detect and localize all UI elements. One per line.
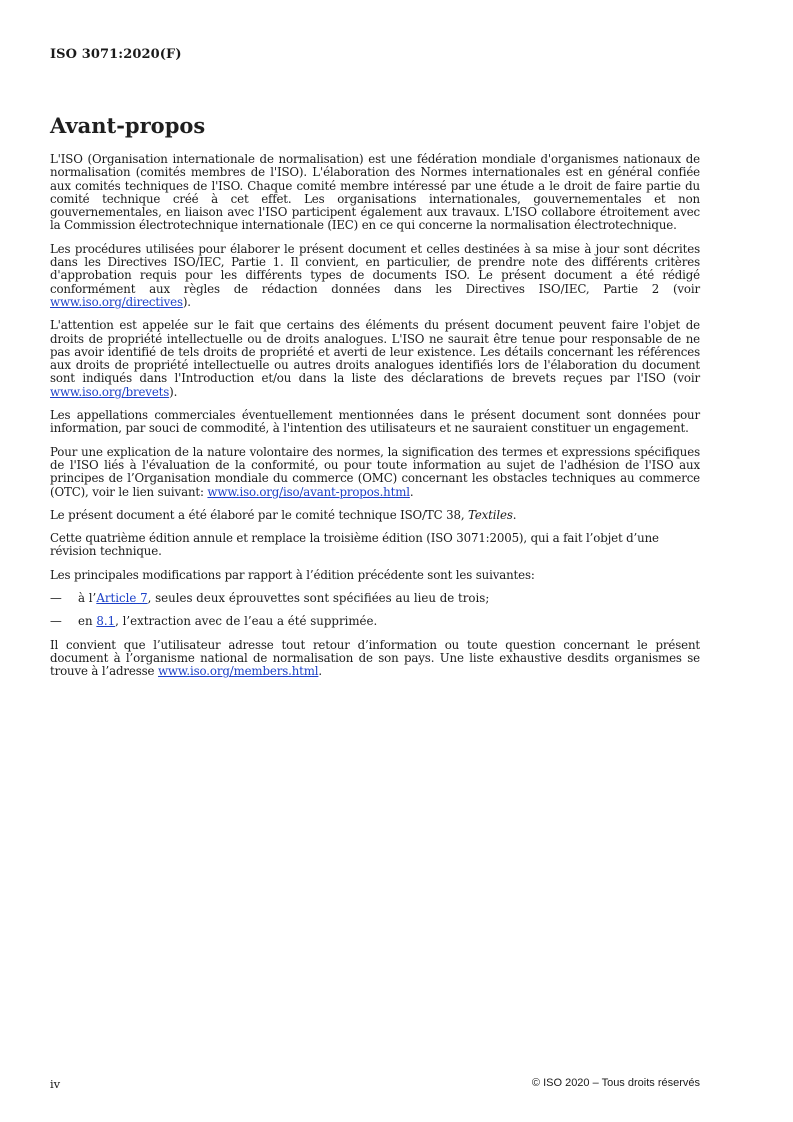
members-link[interactable]: www.iso.org/members.html [157, 664, 319, 679]
paragraph-end: . [512, 507, 517, 522]
paragraph-iso-organisation: L'ISO (Organisation internationale de normalisation) est une fédération mondiale d'organismes nationaux de normalisation (comités membres de l'ISO). L'élaboration des Normes internationales est en général confiée aux comités techniques de l'ISO. Chaque comité membre intéressé par une étude a le droit de faire partie du comité technique créé à cet effet. Les organisations internationales, gouvernementales et non gouvernementales, en liaison avec l'ISO participent également aux travaux. L'ISO collabore étroitement avec la Commission électrotechnique internationale (IEC) en ce qui concerne la normalisation électrotechnique. [50, 152, 700, 233]
document-id: ISO 3071:2020(F) [50, 47, 182, 62]
paragraph-voluntary-nature [50, 446, 700, 499]
paragraph-trade-names: Les appellations commerciales éventuellement mentionnées dans le présent document sont données pour information, par souci de commodité, à l'intention des utilisateurs et ne sauraient constituer un engagement. [50, 408, 700, 436]
paragraph-committee [50, 509, 700, 522]
list-item-text [78, 592, 489, 605]
list-item [50, 592, 700, 605]
list-item-suffix: , seules deux éprouvettes sont spécifiées au lieu de trois; [147, 591, 490, 606]
dash-bullet: — [50, 591, 62, 606]
clause-8-1-link[interactable]: 8.1 [96, 614, 116, 629]
patents-link[interactable]: www.iso.org/brevets [50, 384, 170, 399]
list-item-text [78, 615, 377, 628]
paragraph-text: Il convient que l’utilisateur adresse tout retour d’information ou toute question concernant le présent document à l’organisme national de normalisation de son pays. Une liste exhaustive desdits organismes se trouve à l’adresse [50, 637, 700, 679]
foreword-body [50, 153, 700, 689]
list-item-prefix: à l’ [78, 591, 97, 606]
page-title: Avant-propos [50, 113, 206, 138]
paragraph-procedures [50, 243, 700, 309]
foreword-info-link[interactable]: www.iso.org/iso/avant-propos.html [207, 484, 410, 499]
paragraph-text: Pour une explication de la nature volontaire des normes, la signification des termes et expressions spécifiques de l'ISO liés à l'évaluation de la conformité, ou pour toute information au sujet de l'adhésion de l'ISO aux principes de l’Organisation mondiale du commerce (OMC) concernant les obstacles techniques au commerce (OTC), voir le lien suivant: [50, 444, 700, 499]
paragraph-text: L'attention est appelée sur le fait que certains des éléments du présent document peuvent faire l'objet de droits de propriété intellectuelle ou de droits analogues. L'ISO ne saurait être tenue pour responsable de ne pas avoir identifié de tels droits de propriété et averti de leur existence. Les détails concernant les références aux droits de propriété intellectuelle ou autres droits analogues identifiés lors de l'élaboration du document sont indiqués dans l'Introduction et/ou dans la liste des déclarations de brevets reçues par l'ISO (voir [50, 318, 700, 386]
list-item-prefix: en [78, 614, 97, 629]
paragraph-end: . [409, 484, 414, 499]
paragraph-end: . [318, 664, 323, 679]
list-item [50, 615, 700, 628]
dash-bullet: — [50, 614, 62, 629]
paragraph-text: Les procédures utilisées pour élaborer le présent document et celles destinées à sa mise à jour sont décrites dans les Directives ISO/IEC, Partie 1. Il convient, en particulier, de prendre note des différents critères d'approbation requis pour les différents types de documents ISO. Le présent document a été rédigé conformément aux règles de rédaction données dans les Directives ISO/IEC, Partie 2 (voir [50, 241, 700, 296]
page-number: iv [50, 1077, 61, 1091]
article-7-link[interactable]: Article 7 [96, 591, 148, 606]
paragraph-feedback [50, 639, 700, 679]
paragraph-changes-intro: Les principales modifications par rapport à l’édition précédente sont les suivantes: [50, 567, 535, 582]
paragraph-edition: Cette quatrième édition annule et remplace la troisième édition (ISO 3071:2005), qui a fait l’objet d’une révision technique. [50, 531, 659, 559]
copyright-notice: © ISO 2020 – Tous droits réservés [531, 1077, 700, 1089]
directives-link[interactable]: www.iso.org/directives [50, 294, 183, 309]
committee-title: Textiles [468, 507, 513, 522]
paragraph-patent-rights [50, 319, 700, 399]
paragraph-end: ). [169, 384, 178, 399]
paragraph-text: Le présent document a été élaboré par le comité technique ISO/TC 38, [50, 507, 469, 522]
paragraph-end: ). [182, 294, 191, 309]
list-item-suffix: , l’extraction avec de l’eau a été supprimée. [115, 614, 378, 629]
